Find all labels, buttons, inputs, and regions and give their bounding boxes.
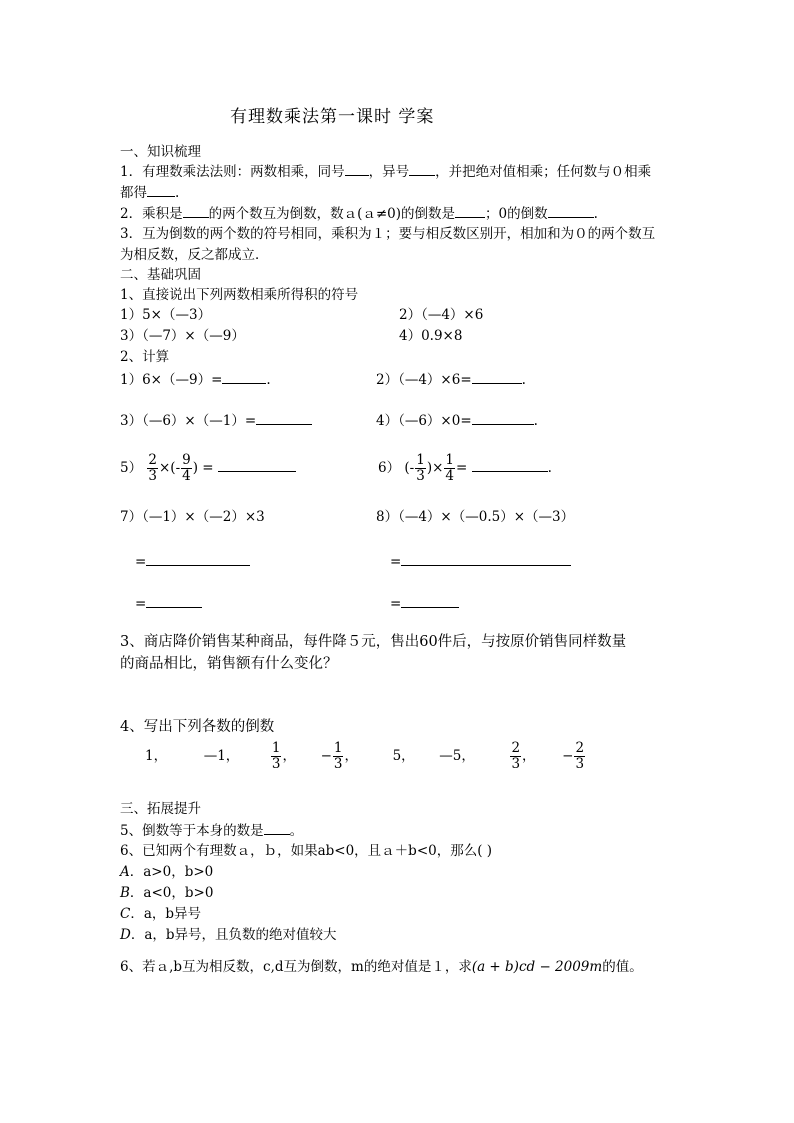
answer-blank[interactable] bbox=[472, 411, 534, 425]
calc-8-step-1: = bbox=[390, 552, 571, 571]
fraction: $\frac{2}{3}$ bbox=[148, 452, 157, 484]
answer-blank[interactable] bbox=[222, 370, 266, 384]
fill-blank[interactable] bbox=[147, 183, 175, 197]
section-heading-extension: 三、拓展提升 bbox=[120, 801, 201, 817]
fill-blank[interactable] bbox=[455, 204, 485, 218]
fraction: $\frac{2}{3}$ bbox=[511, 740, 521, 772]
section-heading-knowledge: 一、知识梳理 bbox=[120, 144, 201, 160]
calc-8: 8）（—4）×（—0.5）×（—3） bbox=[376, 509, 575, 525]
knowledge-line-3-cont: 为相反数，反之都成立． bbox=[120, 247, 269, 263]
calc-6: 6） (- $\frac{1}{3}$ )× $\frac{1}{4}$ = . bbox=[378, 452, 552, 484]
question-7: 6、若ａ,b互为相反数，c,d互为倒数，m的绝对值是１，求(a + b)cd − 2009m的值。 bbox=[120, 959, 643, 975]
page-title: 有理数乘法第一课时 学案 bbox=[230, 107, 435, 127]
calc-7: 7）（—1）×（—2）×3 bbox=[120, 509, 265, 525]
answer-blank[interactable] bbox=[401, 552, 571, 566]
calc-5: 5） $\frac{2}{3}$ ×(- $\frac{9}{4}$ ) = bbox=[120, 452, 296, 484]
question-3-line-2: 的商品相比，销售额有什么变化？ bbox=[120, 656, 338, 672]
option-d[interactable]: D．a，b异号，且负数的绝对值较大 bbox=[120, 927, 337, 943]
answer-blank[interactable] bbox=[218, 458, 296, 472]
question-2-prompt: 2、计算 bbox=[120, 349, 170, 365]
fill-blank[interactable] bbox=[264, 821, 290, 835]
fraction: $\frac{1}{3}$ bbox=[271, 740, 281, 772]
q1-item-1: 1）5×（—3） bbox=[120, 307, 212, 323]
calc-1: 1）6×（—9）= . bbox=[120, 372, 271, 388]
answer-blank[interactable] bbox=[256, 411, 312, 425]
question-5: 5、倒数等于本身的数是 。 bbox=[120, 823, 304, 839]
knowledge-line-3: 3．互为倒数的两个数的符号相同，乘积为１；要与相反数区别开，相加和为０的两个数互 bbox=[120, 226, 656, 242]
question-3-line-1: 3、商店降价销售某种商品，每件降５元，售出60件后，与按原价销售同样数量 bbox=[120, 634, 627, 650]
q1-item-4: 4）0.9×8 bbox=[399, 328, 463, 344]
calc-7-step-2: = bbox=[135, 594, 202, 613]
calc-4: 4）（—6）×0= . bbox=[376, 413, 538, 429]
fill-blank[interactable] bbox=[409, 162, 435, 176]
answer-blank[interactable] bbox=[401, 594, 459, 608]
question-4-prompt: 4、写出下列各数的倒数 bbox=[120, 719, 275, 735]
fill-blank[interactable] bbox=[548, 204, 594, 218]
fraction: $\frac{9}{4}$ bbox=[182, 452, 191, 484]
fraction: $\frac{1}{3}$ bbox=[333, 740, 343, 772]
fraction: $\frac{1}{3}$ bbox=[416, 452, 425, 484]
calc-7-step-1: = bbox=[135, 552, 250, 571]
fill-blank[interactable] bbox=[183, 204, 209, 218]
reciprocal-values-row: 1， —1， $\frac{1}{3}$ ， − $\frac{1}{3}$ ， 5， —5， $\frac{2}{3}$ ， − $\frac{2}{3}$ bbox=[145, 740, 585, 772]
knowledge-line-1: 1．有理数乘法法则：两数相乘，同号 ，异号 ，并把绝对值相乘；任何数与０相乘 bbox=[120, 164, 652, 180]
q1-item-2: 2）（—4）×6 bbox=[399, 307, 484, 323]
answer-blank[interactable] bbox=[146, 552, 250, 566]
fraction: $\frac{1}{4}$ bbox=[445, 452, 455, 484]
answer-blank[interactable] bbox=[146, 594, 202, 608]
fill-blank[interactable] bbox=[345, 162, 369, 176]
math-expression: (a + b)cd − 2009m bbox=[471, 959, 603, 975]
answer-blank[interactable] bbox=[472, 458, 548, 472]
calc-8-step-2: = bbox=[390, 594, 459, 613]
option-b[interactable]: B．a<0，b>0 bbox=[120, 885, 214, 901]
answer-blank[interactable] bbox=[472, 370, 522, 384]
question-1-prompt: 1、直接说出下列两数相乘所得积的符号 bbox=[120, 287, 359, 303]
fraction: $\frac{2}{3}$ bbox=[575, 740, 585, 772]
section-heading-basics: 二、基础巩固 bbox=[120, 267, 201, 283]
q1-item-3: 3）（—7）×（—9） bbox=[120, 328, 245, 344]
calc-2: 2）（—4）×6= . bbox=[376, 372, 526, 388]
option-c[interactable]: C．a，b异号 bbox=[120, 906, 202, 922]
question-6-prompt: 6、已知两个有理数ａ，ｂ，如果ab<0，且ａ＋b<0，那么( ) bbox=[120, 843, 493, 859]
knowledge-line-2: 2．乘积是 的两个数互为倒数，数ａ(ａ≠0)的倒数是 ；0的倒数 . bbox=[120, 206, 598, 222]
calc-3: 3）（—6）×（—1）= bbox=[120, 411, 312, 430]
option-a[interactable]: A．a>0，b>0 bbox=[120, 864, 214, 880]
knowledge-line-1-cont: 都得 . bbox=[120, 185, 180, 201]
